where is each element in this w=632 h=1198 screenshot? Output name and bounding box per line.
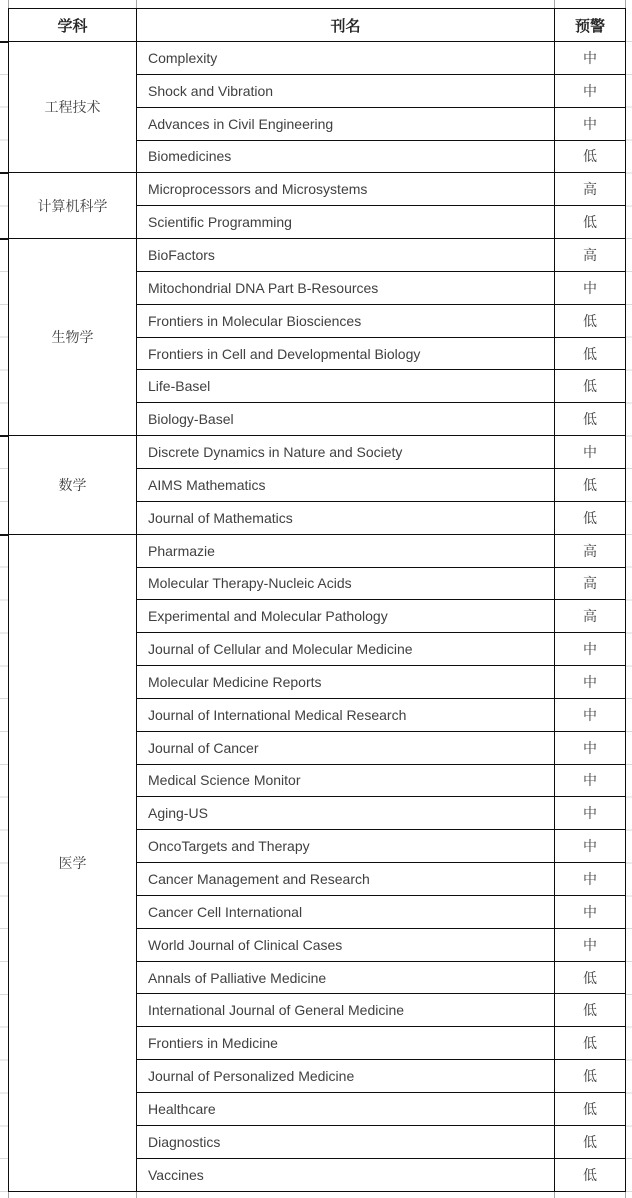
- table-row: [9, 42, 626, 75]
- column-gridline-stub-bottom: [8, 1191, 9, 1198]
- warning-level-cell: 中: [555, 42, 626, 75]
- section-border-stub: [0, 172, 8, 174]
- header-journal: 刊名: [137, 9, 555, 42]
- warning-level-cell: 高: [555, 567, 626, 600]
- journal-name-cell: Experimental and Molecular Pathology: [137, 600, 555, 633]
- journal-name-cell: World Journal of Clinical Cases: [137, 928, 555, 961]
- section-border-stub: [0, 238, 8, 240]
- journal-name-cell: Cancer Cell International: [137, 895, 555, 928]
- warning-level-cell: 低: [555, 370, 626, 403]
- journal-name-cell: Diagnostics: [137, 1125, 555, 1158]
- journal-name-cell: Medical Science Monitor: [137, 764, 555, 797]
- warning-level-cell: 低: [555, 304, 626, 337]
- journal-name-cell: Biomedicines: [137, 140, 555, 173]
- header-warning: 预警: [555, 9, 626, 42]
- warning-level-cell: 中: [555, 764, 626, 797]
- warning-level-cell: 低: [555, 1093, 626, 1126]
- journal-name-cell: Frontiers in Cell and Developmental Biology: [137, 337, 555, 370]
- journal-warning-table: [8, 8, 626, 1192]
- header-row: [9, 9, 626, 42]
- warning-level-cell: 低: [555, 501, 626, 534]
- journal-name-cell: International Journal of General Medicine: [137, 994, 555, 1027]
- table-row: [9, 436, 626, 469]
- journal-name-cell: Biology-Basel: [137, 403, 555, 436]
- column-gridline-stub-top: [136, 0, 137, 8]
- journal-name-cell: AIMS Mathematics: [137, 468, 555, 501]
- journal-name-cell: Life-Basel: [137, 370, 555, 403]
- journal-name-cell: Molecular Therapy-Nucleic Acids: [137, 567, 555, 600]
- warning-level-cell: 高: [555, 600, 626, 633]
- journal-name-cell: Complexity: [137, 42, 555, 75]
- table-row: [9, 173, 626, 206]
- journal-name-cell: Aging-US: [137, 797, 555, 830]
- warning-level-cell: 低: [555, 1158, 626, 1191]
- warning-level-cell: 中: [555, 928, 626, 961]
- journal-name-cell: Shock and Vibration: [137, 74, 555, 107]
- warning-level-cell: 高: [555, 534, 626, 567]
- warning-level-cell: 中: [555, 107, 626, 140]
- warning-level-cell: 低: [555, 961, 626, 994]
- subject-cell: 数学: [9, 436, 137, 535]
- journal-name-cell: Frontiers in Molecular Biosciences: [137, 304, 555, 337]
- journal-name-cell: Journal of Personalized Medicine: [137, 1060, 555, 1093]
- warning-level-cell: 中: [555, 436, 626, 469]
- column-gridline-stub-top: [8, 0, 9, 8]
- warning-level-cell: 低: [555, 1027, 626, 1060]
- section-border-stub: [0, 435, 8, 437]
- journal-name-cell: Journal of Cancer: [137, 731, 555, 764]
- journal-name-cell: Frontiers in Medicine: [137, 1027, 555, 1060]
- section-border-stub: [0, 41, 8, 43]
- warning-level-cell: 低: [555, 403, 626, 436]
- subject-cell: 生物学: [9, 239, 137, 436]
- journal-name-cell: BioFactors: [137, 239, 555, 272]
- warning-level-cell: 低: [555, 1125, 626, 1158]
- journal-name-cell: Journal of Mathematics: [137, 501, 555, 534]
- column-gridline-stub-bottom: [625, 1191, 626, 1198]
- journal-name-cell: Journal of Cellular and Molecular Medicine: [137, 633, 555, 666]
- journal-name-cell: Healthcare: [137, 1093, 555, 1126]
- journal-name-cell: Discrete Dynamics in Nature and Society: [137, 436, 555, 469]
- journal-name-cell: Journal of International Medical Research: [137, 698, 555, 731]
- table-body: [9, 42, 626, 1192]
- warning-level-cell: 高: [555, 239, 626, 272]
- journal-name-cell: OncoTargets and Therapy: [137, 830, 555, 863]
- header-subject: 学科: [9, 9, 137, 42]
- warning-level-cell: 低: [555, 140, 626, 173]
- warning-level-cell: 低: [555, 206, 626, 239]
- warning-level-cell: 低: [555, 1060, 626, 1093]
- sheet-gridline-left-margin: [0, 41, 8, 1192]
- journal-name-cell: Advances in Civil Engineering: [137, 107, 555, 140]
- column-gridline-stub-bottom: [136, 1191, 137, 1198]
- journal-name-cell: Molecular Medicine Reports: [137, 666, 555, 699]
- warning-level-cell: 中: [555, 731, 626, 764]
- warning-level-cell: 低: [555, 468, 626, 501]
- table-row: [9, 534, 626, 567]
- journal-name-cell: Scientific Programming: [137, 206, 555, 239]
- subject-cell: 计算机科学: [9, 173, 137, 239]
- journal-name-cell: Mitochondrial DNA Part B-Resources: [137, 271, 555, 304]
- journal-name-cell: Cancer Management and Research: [137, 863, 555, 896]
- warning-level-cell: 低: [555, 337, 626, 370]
- warning-level-cell: 中: [555, 797, 626, 830]
- section-border-stub: [0, 534, 8, 536]
- warning-level-cell: 低: [555, 994, 626, 1027]
- column-gridline-stub-top: [625, 0, 626, 8]
- warning-level-cell: 中: [555, 863, 626, 896]
- warning-level-cell: 中: [555, 698, 626, 731]
- warning-level-cell: 中: [555, 666, 626, 699]
- warning-level-cell: 中: [555, 74, 626, 107]
- warning-level-cell: 中: [555, 271, 626, 304]
- table-row: [9, 239, 626, 272]
- journal-name-cell: Vaccines: [137, 1158, 555, 1191]
- column-gridline-stub-bottom: [554, 1191, 555, 1198]
- warning-level-cell: 中: [555, 633, 626, 666]
- sheet-gridline-right-margin: [626, 41, 632, 1192]
- subject-cell: 医学: [9, 534, 137, 1191]
- journal-name-cell: Annals of Palliative Medicine: [137, 961, 555, 994]
- warning-level-cell: 高: [555, 173, 626, 206]
- column-gridline-stub-top: [554, 0, 555, 8]
- subject-cell: 工程技术: [9, 42, 137, 173]
- warning-level-cell: 中: [555, 830, 626, 863]
- journal-name-cell: Pharmazie: [137, 534, 555, 567]
- journal-name-cell: Microprocessors and Microsystems: [137, 173, 555, 206]
- warning-level-cell: 中: [555, 895, 626, 928]
